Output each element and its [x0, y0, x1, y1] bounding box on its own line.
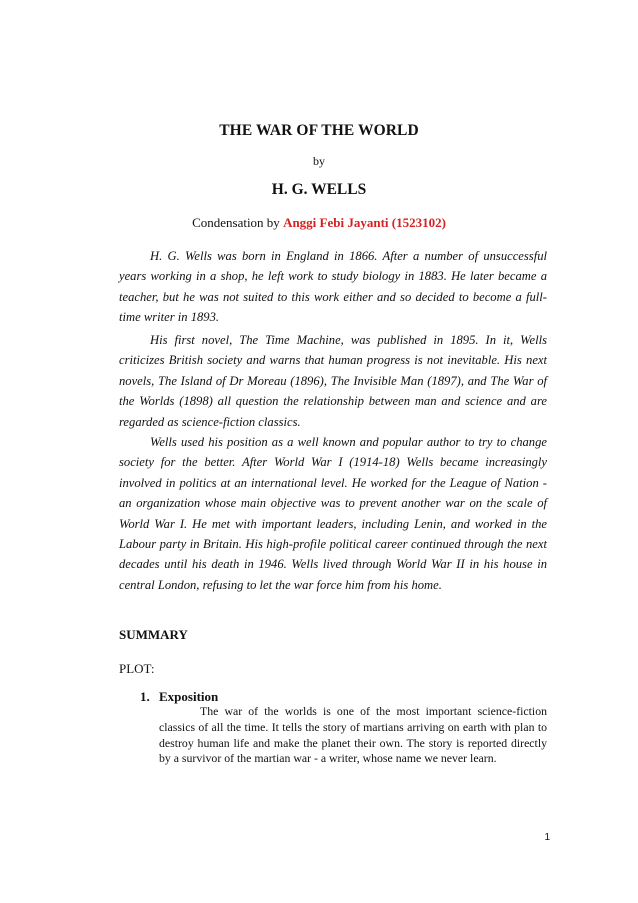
- list-item-label: [140, 689, 218, 705]
- condensation-line: [0, 215, 638, 231]
- page-number: 1: [544, 832, 550, 843]
- plot-heading: PLOT:: [119, 661, 155, 676]
- by-line: by: [313, 154, 325, 168]
- paragraph-novels: His first novel, The Time Machine, was published in 1895. In it, Wells criticizes British society and warns that human progress is not inevitable. His next novels, The Island of Dr Moreau (1896), The Invisible Man (1897), and The War of the Worlds (1898) all question the relationship between man and science and are regarded as science-fiction classics.: [119, 333, 547, 429]
- condensation-prefix: Condensation by: [192, 215, 284, 230]
- list-item-text: The war of the worlds is one of the most important science-fiction classics of all the time. It tells the story of martians arriving on earth with plan to destroy human life and make the planet their own. The story is reported directly by a survivor of the martian war - a writer, whose name we never learn.: [159, 704, 547, 766]
- condensation-author: Anggi Febi Jayanti (1523102): [283, 215, 446, 230]
- author-name: H. G. WELLS: [271, 181, 367, 198]
- paragraph-politics: Wells used his position as a well known and popular author to try to change society for the better. After World War I (1914-18) Wells became increasingly involved in politics at an international level. He worked for the League of Nation - an organization whose main objective was to prevent another war on the scale of World War I. He met with important leaders, including Lenin, and worked in the Labour party in Britain. His high-profile political career continued through the next decades until his death in 1946. Wells lived through World War II in his house in central London, refusing to let the war force him from his home.: [119, 435, 547, 592]
- summary-heading: SUMMARY: [119, 627, 188, 642]
- paragraph-biography: H. G. Wells was born in England in 1866. After a number of unsuccessful years working in a shop, he left work to study biology in 1883. He later became a teacher, but he was not suited to this work either and so decided to become a full-time writer in 1893.: [119, 249, 547, 325]
- list-item-title: Exposition: [159, 689, 219, 704]
- document-title: THE WAR OF THE WORLD: [219, 122, 419, 139]
- list-item-number: 1.: [140, 689, 150, 704]
